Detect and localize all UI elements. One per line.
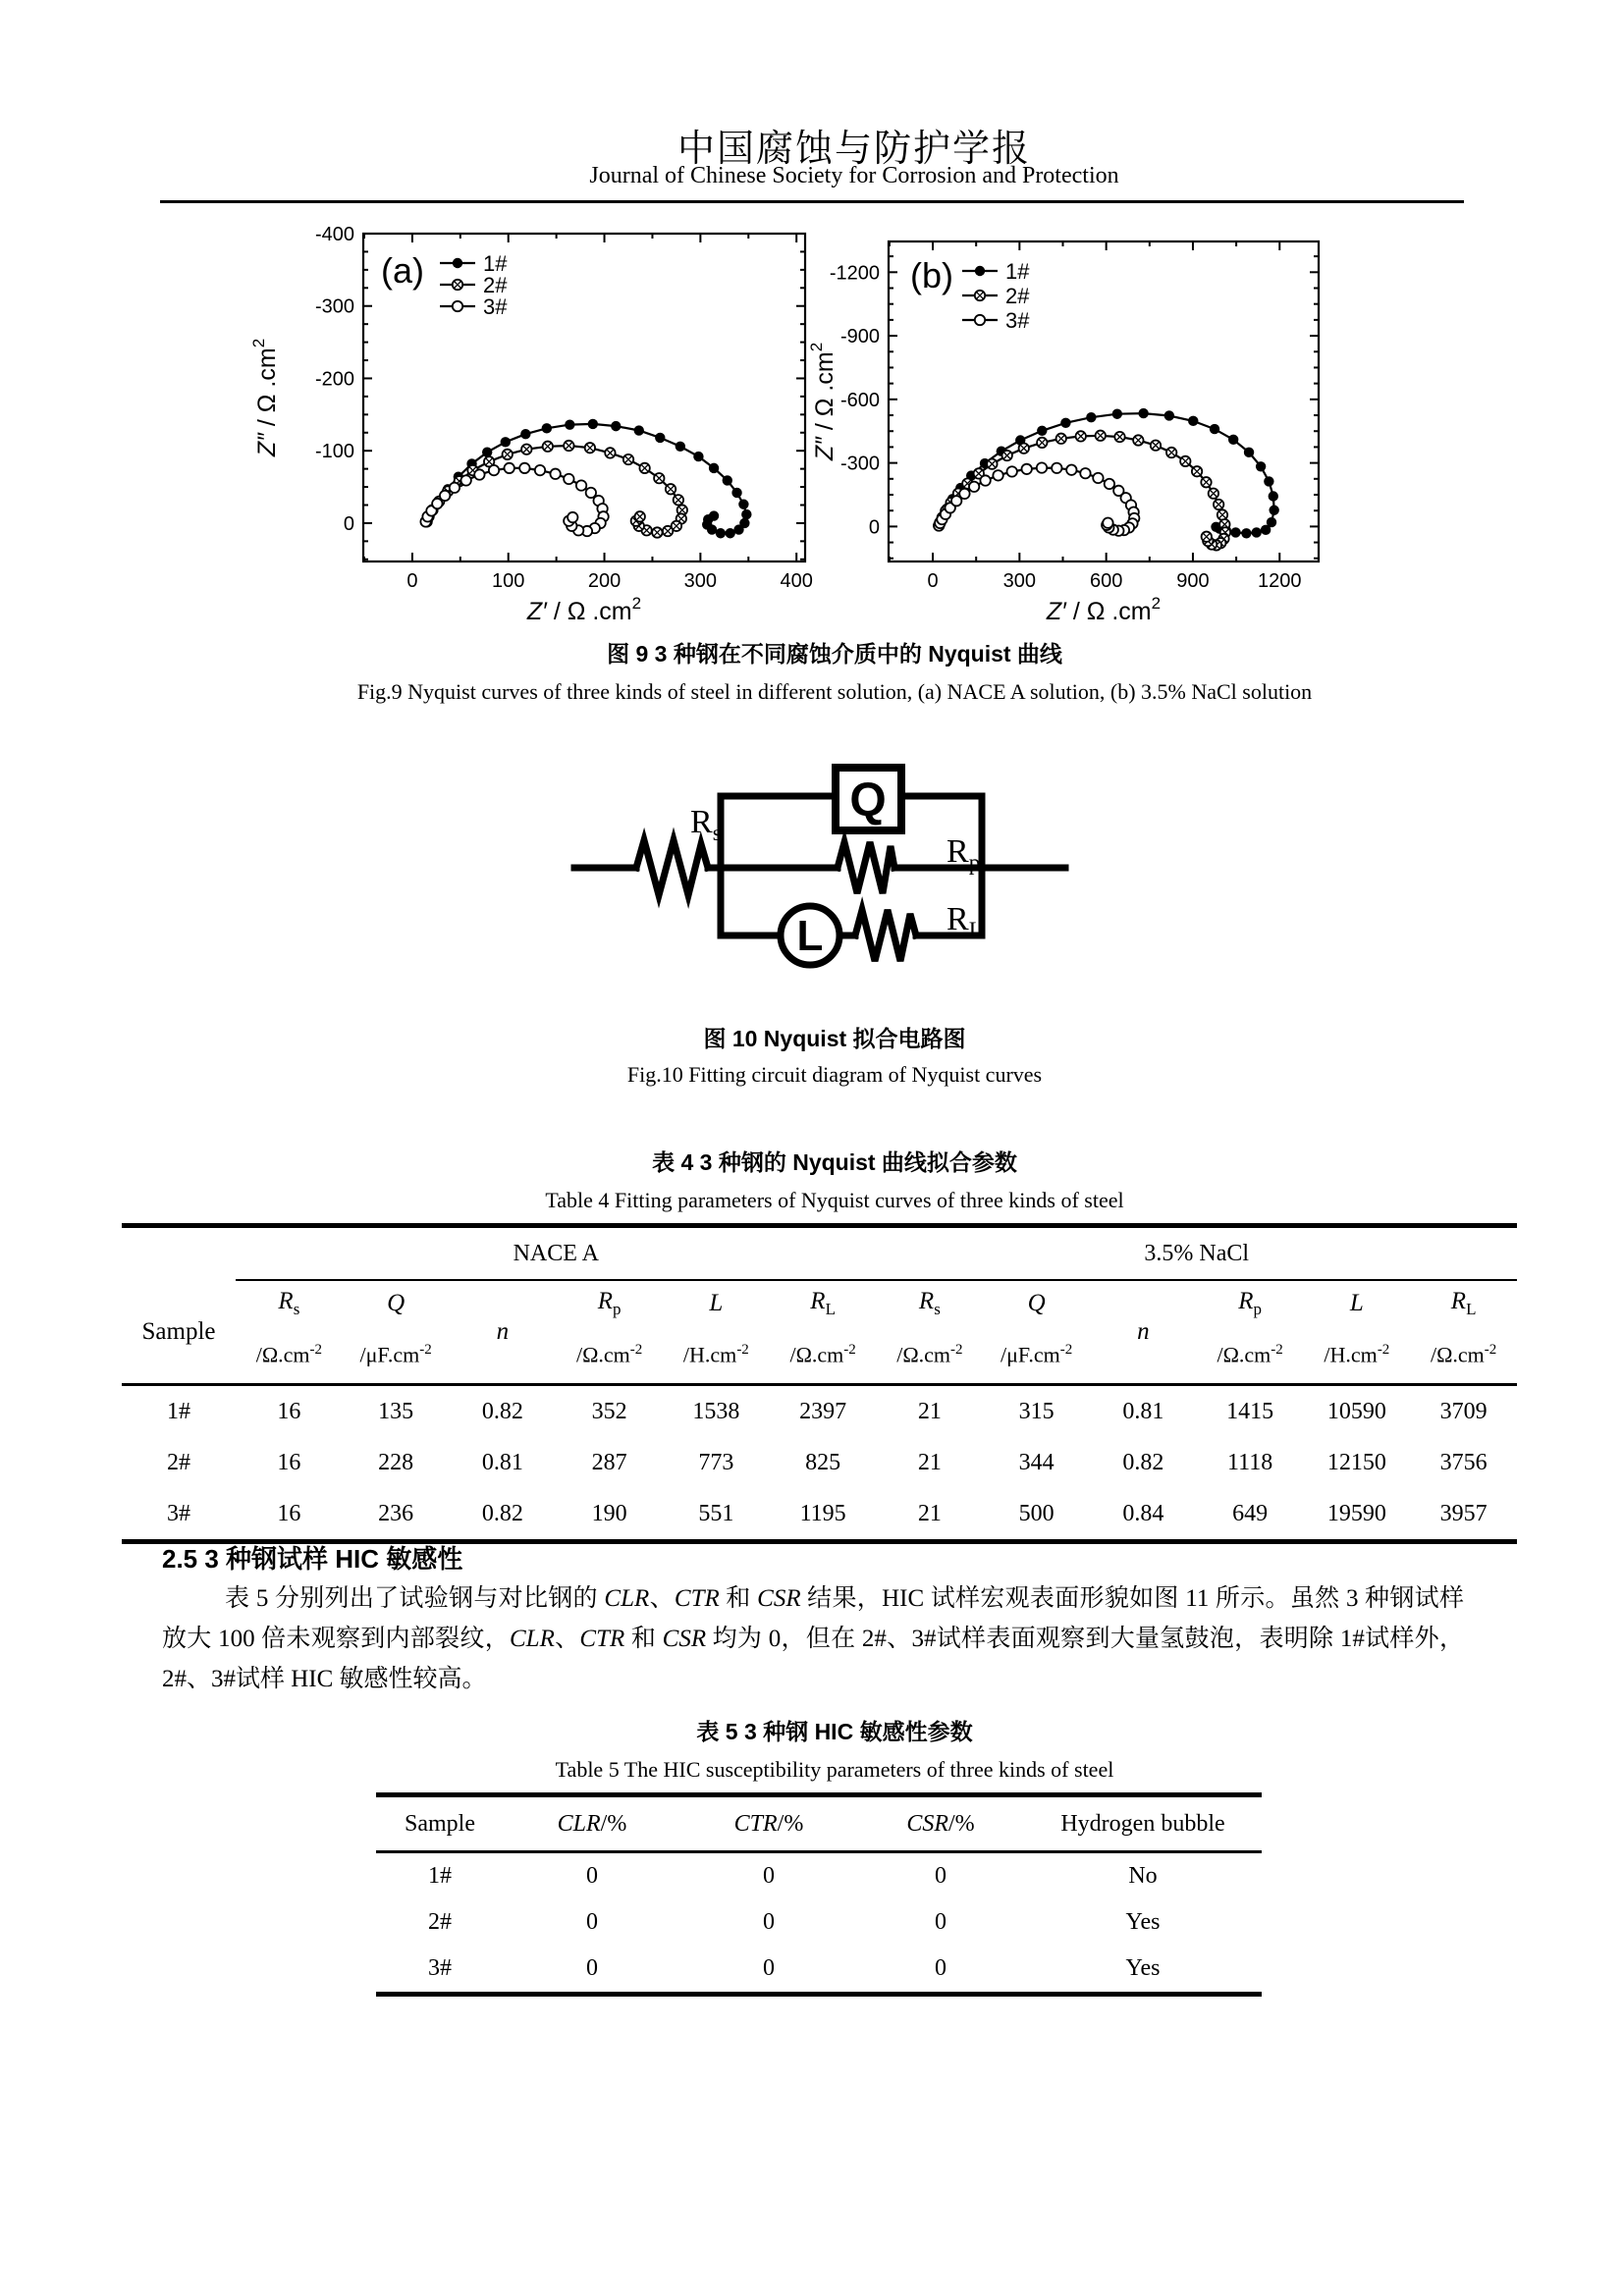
- empty-cell: [122, 1226, 236, 1281]
- figure9-caption-en: Fig.9 Nyquist curves of three kinds of steel in different solution, (a) NACE A solution, (b) 3.5% NaCl solution: [356, 679, 1313, 704]
- svg-text:-1200: -1200: [829, 262, 880, 285]
- table-cell: 1538: [692, 1398, 740, 1424]
- inductor-l-label: L: [796, 912, 824, 960]
- col-csr: CSR/%: [857, 1795, 1024, 1852]
- italic-term: CLR: [509, 1626, 555, 1652]
- col-clr: CLR/%: [504, 1795, 680, 1852]
- svg-text:Z″ / Ω .cm2: Z″ / Ω $.cm^2$: [807, 342, 839, 461]
- svg-text:-300: -300: [314, 295, 354, 318]
- group-header-nace: NACE A: [236, 1226, 877, 1281]
- unit-cell: $/\mu F.cm^{-2}$: [983, 1326, 1090, 1385]
- svg-text:2#: 2#: [1005, 284, 1030, 308]
- table-cell: Yes: [1125, 1955, 1161, 1981]
- col-q: Q: [387, 1290, 406, 1316]
- col-rs: $R_s$: [918, 1288, 941, 1318]
- col-sample: Sample: [376, 1795, 504, 1852]
- figure10-caption-en: Fig.10 Fitting circuit diagram of Nyquist curves: [626, 1062, 1043, 1087]
- table-cell: 0: [935, 1909, 947, 1935]
- table-cell: 19590: [1326, 1500, 1386, 1526]
- table-cell: 3756: [1439, 1449, 1488, 1475]
- table4-caption-en: Table 4 Fitting parameters of Nyquist curves of three kinds of steel: [545, 1188, 1124, 1212]
- svg-text:400: 400: [780, 570, 813, 592]
- text-segment: 、: [649, 1585, 675, 1612]
- table-cell: 0: [935, 1863, 947, 1889]
- svg-text:3#: 3#: [483, 294, 508, 319]
- symbol-header-row: [122, 1280, 1517, 1326]
- table-cell: 2#: [167, 1449, 190, 1475]
- table-row: [376, 1899, 1262, 1946]
- svg-text:0: 0: [927, 570, 939, 592]
- hic-susceptibility-table: [376, 1792, 1262, 1997]
- unit-cell: $/\Omega.cm^{-2}$: [770, 1326, 877, 1385]
- table-cell: 0: [586, 1955, 598, 1981]
- table-row: [122, 1488, 1517, 1542]
- text-segment: 和: [719, 1585, 758, 1612]
- unit-cell: $/\mu F.cm^{-2}$: [343, 1326, 450, 1385]
- table-cell: 12150: [1326, 1449, 1386, 1475]
- table-cell: 16: [277, 1500, 301, 1526]
- table-cell: 236: [378, 1500, 414, 1526]
- table-cell: 10590: [1326, 1398, 1386, 1424]
- table-cell: 0: [586, 1863, 598, 1889]
- unit-cell: $/\Omega.cm^{-2}$: [1197, 1326, 1304, 1385]
- svg-text:300: 300: [683, 570, 718, 592]
- table-cell: 773: [698, 1449, 734, 1475]
- resistor-rs-symbol: [636, 840, 708, 895]
- svg-text:-400: -400: [314, 224, 354, 245]
- table-cell: 500: [1018, 1500, 1055, 1526]
- svg-text:(b): (b): [910, 255, 953, 295]
- svg-text:-200: -200: [314, 368, 354, 391]
- unit-cell: $/H.cm^{-2}$: [1304, 1326, 1411, 1385]
- italic-term: CSR: [757, 1585, 801, 1612]
- table5-caption-cn: 表 5 3 种钢 HIC 敏感性参数: [696, 1719, 973, 1744]
- italic-term: CSR: [662, 1626, 707, 1652]
- svg-text:-600: -600: [839, 389, 880, 411]
- col-n: n: [1090, 1280, 1197, 1385]
- col-rp: $R_p$: [597, 1288, 622, 1318]
- table-row: [122, 1437, 1517, 1488]
- unit-cell: $/\Omega.cm^{-2}$: [236, 1326, 343, 1385]
- col-ctr: CTR/%: [680, 1795, 857, 1852]
- table-cell: 3#: [428, 1955, 452, 1981]
- svg-text:0: 0: [406, 570, 418, 592]
- table-cell: 21: [917, 1500, 942, 1526]
- text-segment: 表 5 分别列出了试验钢与对比钢的: [225, 1585, 605, 1612]
- group-header-row: [122, 1226, 1517, 1281]
- table-cell: 0.81: [1122, 1398, 1164, 1424]
- figure9-caption-cn: 图 9 3 种钢在不同腐蚀介质中的 Nyquist 曲线: [607, 641, 1062, 667]
- table-cell: 3#: [167, 1500, 190, 1526]
- table-cell: 1#: [167, 1398, 190, 1424]
- table-row: [122, 1385, 1517, 1438]
- svg-text:200: 200: [587, 570, 622, 592]
- table-cell: 315: [1018, 1398, 1055, 1424]
- table-cell: 0.82: [1122, 1449, 1164, 1475]
- sample-header: Sample: [122, 1280, 236, 1385]
- unit-cell: $/\Omega.cm^{-2}$: [1410, 1326, 1517, 1385]
- svg-text:1#: 1#: [483, 251, 508, 276]
- table-cell: 16: [277, 1398, 301, 1424]
- svg-text:600: 600: [1089, 570, 1123, 592]
- svg-text:900: 900: [1176, 570, 1210, 592]
- table-row: [376, 1852, 1262, 1900]
- svg-text:1#: 1#: [1005, 259, 1030, 284]
- nyquist-chart-nacl: [785, 145, 1390, 653]
- svg-text:-100: -100: [314, 441, 354, 463]
- table-cell: 1118: [1227, 1449, 1273, 1475]
- svg-text:Z′ / Ω .cm2: Z′ / Ω $.cm^2$: [526, 594, 642, 625]
- table-row: [376, 1946, 1262, 1995]
- journal-title-english: Journal of Chinese Society for Corrosion and Protection: [589, 163, 1119, 188]
- svg-text:0: 0: [343, 512, 354, 535]
- col-l: L: [709, 1290, 724, 1316]
- rl-label: $R_L$: [947, 901, 983, 942]
- svg-text:2#: 2#: [483, 273, 508, 297]
- italic-term: CLR: [604, 1585, 650, 1612]
- table-cell: 21: [917, 1398, 942, 1424]
- col-n: n: [450, 1280, 557, 1385]
- table-cell: 0: [763, 1863, 775, 1889]
- table-cell: 135: [378, 1398, 414, 1424]
- table-cell: 228: [378, 1449, 414, 1475]
- table-cell: 3957: [1439, 1500, 1488, 1526]
- table-cell: 0.81: [481, 1449, 523, 1475]
- table-cell: 3709: [1439, 1398, 1488, 1424]
- table4-caption-cn: 表 4 3 种钢的 Nyquist 曲线拟合参数: [652, 1149, 1017, 1175]
- table-cell: 0.84: [1122, 1500, 1164, 1526]
- table-cell: Yes: [1125, 1909, 1161, 1935]
- table-cell: 0: [935, 1955, 947, 1981]
- table-cell: No: [1128, 1863, 1158, 1889]
- table-cell: 0: [763, 1955, 775, 1981]
- table-cell: 0.82: [481, 1500, 523, 1526]
- svg-text:(a): (a): [381, 250, 424, 291]
- col-rs: $R_s$: [278, 1288, 300, 1318]
- units-row: [122, 1326, 1517, 1385]
- table-cell: 649: [1232, 1500, 1269, 1526]
- svg-text:-900: -900: [839, 326, 880, 348]
- table-cell: 551: [698, 1500, 734, 1526]
- nyquist-chart-nace-a: [226, 145, 815, 653]
- resistor-rl-symbol: [855, 910, 916, 961]
- col-rl: $R_L$: [810, 1288, 836, 1318]
- rp-label: $R_p$: [947, 833, 981, 875]
- unit-cell: $/H.cm^{-2}$: [663, 1326, 770, 1385]
- text-segment: 、: [554, 1626, 580, 1652]
- table-cell: 2397: [799, 1398, 847, 1424]
- table-cell: 1195: [799, 1500, 846, 1526]
- table-cell: 352: [591, 1398, 627, 1424]
- fitting-parameters-table: [122, 1223, 1517, 1544]
- svg-text:300: 300: [1002, 570, 1037, 592]
- italic-term: CTR: [579, 1626, 625, 1652]
- col-l: L: [1349, 1290, 1364, 1316]
- figure10-caption-cn: 图 10 Nyquist 拟合电路图: [703, 1026, 966, 1051]
- journal-title-chinese: 中国腐蚀与防护学报: [676, 129, 1031, 170]
- resistor-rp-symbol: [838, 842, 894, 893]
- svg-text:Z″ / Ω .cm2: Z″ / Ω $.cm^2$: [249, 338, 281, 457]
- svg-text:3#: 3#: [1005, 308, 1030, 333]
- body-paragraph: [162, 1578, 1464, 1699]
- unit-cell: $/\Omega.cm^{-2}$: [556, 1326, 663, 1385]
- table-cell: 0: [763, 1909, 775, 1935]
- text-segment: 均为 0，但在 2#、3#试样表面观察到大量氢鼓泡，表明除 1#试样外，2#、3#试样 HIC 敏感性较高。: [162, 1626, 1464, 1692]
- text-segment: 和: [624, 1626, 663, 1652]
- table-cell: 287: [591, 1449, 627, 1475]
- rs-label: $R_s$: [690, 804, 722, 845]
- col-rp: $R_p$: [1238, 1288, 1263, 1318]
- table-cell: 2#: [428, 1909, 452, 1935]
- svg-text:-300: -300: [839, 453, 880, 475]
- table-cell: 344: [1018, 1449, 1055, 1475]
- header-row: [376, 1795, 1262, 1852]
- table-cell: 0.82: [481, 1398, 523, 1424]
- cpe-q-label: Q: [849, 774, 887, 827]
- group-header-nacl: 3.5% NaCl: [877, 1226, 1518, 1281]
- italic-term: CTR: [674, 1585, 720, 1612]
- table-cell: 190: [591, 1500, 627, 1526]
- table-cell: 16: [277, 1449, 301, 1475]
- svg-text:0: 0: [868, 516, 880, 539]
- svg-text:100: 100: [492, 570, 525, 592]
- col-q: Q: [1027, 1290, 1046, 1316]
- table-cell: 0: [586, 1909, 598, 1935]
- unit-cell: $/\Omega.cm^{-2}$: [877, 1326, 984, 1385]
- table-cell: 21: [917, 1449, 942, 1475]
- text-segment: 结果，HIC 试样宏观表面形貌如图 11 所示。虽然 3 种钢试样放大 100 倍未观察到内部裂纹，: [162, 1585, 1464, 1652]
- fitting-circuit-diagram: [530, 724, 1100, 999]
- svg-text:Z′ / Ω .cm2: Z′ / Ω $.cm^2$: [1046, 594, 1162, 625]
- svg-text:1200: 1200: [1258, 570, 1302, 592]
- table-cell: 825: [805, 1449, 841, 1475]
- section-heading: 2.5 3 种钢试样 HIC 敏感性: [162, 1544, 463, 1574]
- table-cell: 1415: [1226, 1398, 1274, 1424]
- col-rl: $R_L$: [1450, 1288, 1477, 1318]
- col-hydrogen-bubble: Hydrogen bubble: [1024, 1795, 1262, 1852]
- table5-caption-en: Table 5 The HIC susceptibility parameters of three kinds of steel: [555, 1757, 1114, 1782]
- table-cell: 1#: [428, 1863, 452, 1889]
